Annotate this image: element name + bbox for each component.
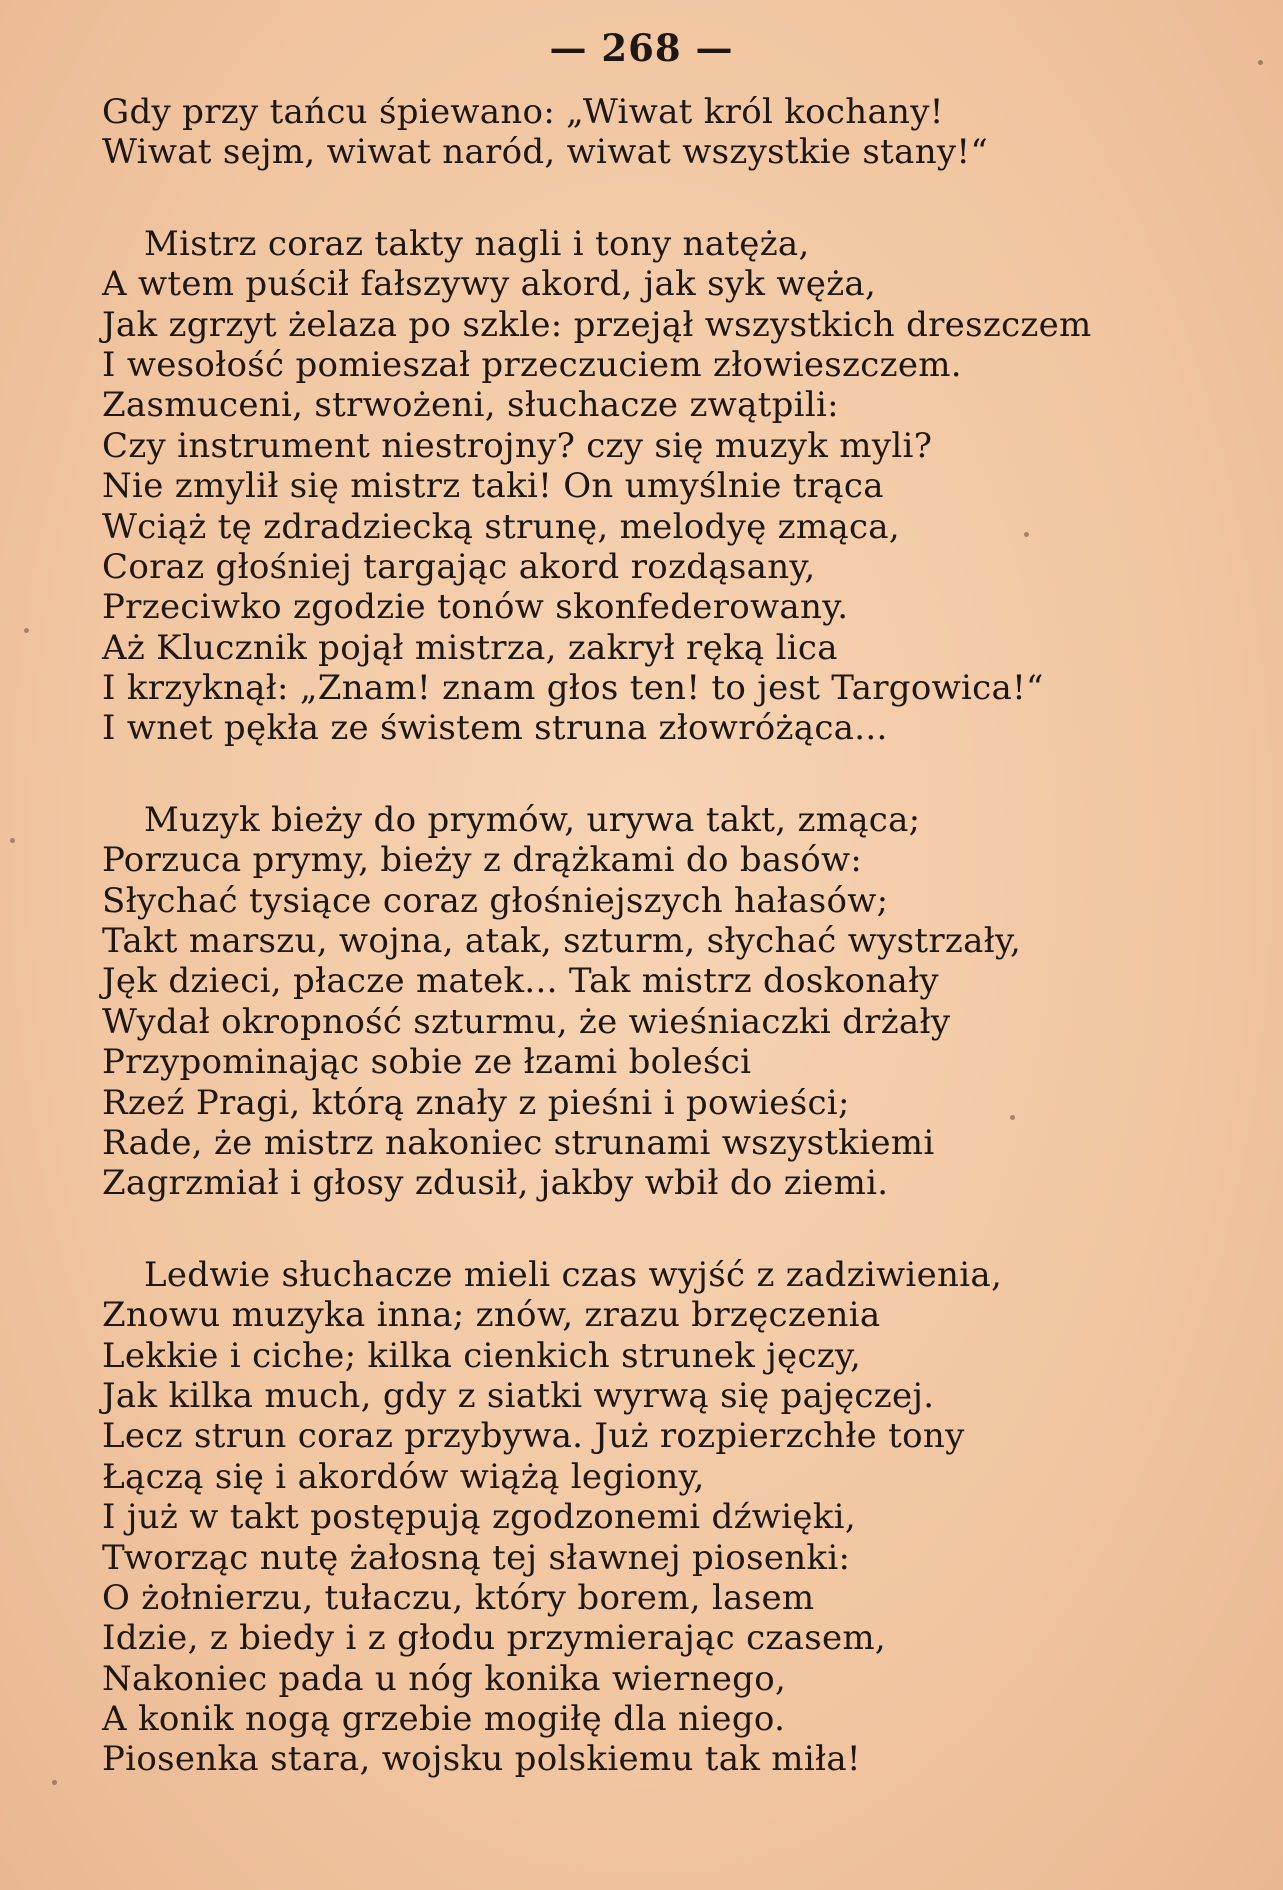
verse-line: Coraz głośniej targając akord rozdąsany, xyxy=(102,546,816,587)
stanza xyxy=(102,1255,1252,1780)
verse-line: Mistrz coraz takty nagli i tony natęża, xyxy=(144,223,810,264)
verse-line: Lekkie i ciche; kilka cienkich strunek jęczy, xyxy=(102,1335,862,1376)
verse-line: A wtem puścił fałszywy akord, jak syk węża, xyxy=(102,264,877,305)
verse-line: Znowu muzyka inna; znów, zrazu brzęczenia xyxy=(102,1295,881,1336)
paper-speck xyxy=(1258,60,1263,65)
verse-line: Nie zmylił się mistrz taki! On umyślnie trąca xyxy=(102,466,884,507)
verse-line: Jak zgrzyt żelaza po szkle: przejął wszystkich dreszczem xyxy=(102,304,1092,345)
verse-line: Piosenka stara, wojsku polskiemu tak miła! xyxy=(102,1739,861,1780)
verse-line: Słychać tysiące coraz głośniejszych hałasów; xyxy=(102,880,889,921)
verse-line: Zagrzmiał i głosy zdusił, jakby wbił do ziemi. xyxy=(102,1163,889,1204)
verse-line: I już w takt postępują zgodzonemi dźwięki, xyxy=(102,1497,856,1538)
paper-speck xyxy=(52,1780,57,1785)
verse-line: O żołnierzu, tułaczu, który borem, lasem xyxy=(102,1577,815,1618)
verse-line: Tworząc nutę żałosną tej sławnej piosenki: xyxy=(102,1537,851,1578)
verse-line: Muzyk bieży do prymów, urywa takt, zmąca; xyxy=(144,799,921,840)
verse-line: Jak kilka much, gdy z siatki wyrwą się pajęczej. xyxy=(102,1375,935,1416)
verse-line: I wnet pękła ze świstem struna złowróżąca... xyxy=(102,708,888,749)
stanza xyxy=(102,92,1252,173)
verse-line: I wesołość pomieszał przeczuciem złowieszczem. xyxy=(102,344,962,385)
verse-line: Wiwat sejm, wiwat naród, wiwat wszystkie stany!“ xyxy=(102,132,989,173)
verse-line: Wydał okropność szturmu, że wieśniaczki drżały xyxy=(102,1001,951,1042)
verse-line: Wciąż tę zdradziecką strunę, melodyę zmąca, xyxy=(102,506,900,547)
verse-line: Czy instrument niestrojny? czy się muzyk myli? xyxy=(102,425,933,466)
verse-line: Nakoniec pada u nóg konika wiernego, xyxy=(102,1658,787,1699)
verse-line: Idzie, z biedy i z głodu przymierając czasem, xyxy=(102,1618,887,1659)
paper-speck xyxy=(24,628,29,633)
poem-text xyxy=(102,92,1252,1831)
paper-speck xyxy=(10,838,15,843)
page-number: — 268 — xyxy=(549,26,734,70)
verse-line: Jęk dzieci, płacze matek... Tak mistrz doskonały xyxy=(102,961,939,1002)
verse-line: Rade, że mistrz nakoniec strunami wszystkiemi xyxy=(102,1122,935,1163)
stanza xyxy=(102,224,1252,749)
verse-line: A konik nogą grzebie mogiłę dla niego. xyxy=(102,1699,786,1740)
verse-line: Lecz strun coraz przybywa. Już rozpierzchłe tony xyxy=(102,1416,965,1457)
verse-line: Takt marszu, wojna, atak, szturm, słychać wystrzały, xyxy=(102,921,1022,962)
verse-line: Zasmuceni, strwożeni, słuchacze zwątpili: xyxy=(102,385,839,426)
verse-line: Gdy przy tańcu śpiewano: „Wiwat król kochany! xyxy=(102,92,944,132)
verse-line: Rzeź Pragi, którą znały z pieśni i powieści; xyxy=(102,1082,850,1123)
verse-line: I krzyknął: „Znam! znam głos ten! to jest Targowica!“ xyxy=(102,668,1044,709)
paper-speck xyxy=(1024,532,1029,537)
stanza xyxy=(102,800,1252,1204)
verse-line: Ledwie słuchacze mieli czas wyjść z zadziwienia, xyxy=(144,1254,1003,1295)
verse-line: Aż Klucznik pojął mistrza, zakrył ręką lica xyxy=(102,627,838,668)
verse-line: Porzuca prymy, bieży z drążkami do basów: xyxy=(102,840,863,881)
verse-line: Przypominając sobie ze łzami boleści xyxy=(102,1042,752,1083)
paper-speck xyxy=(1010,1115,1015,1120)
verse-line: Łączą się i akordów wiążą legiony, xyxy=(102,1456,705,1497)
verse-line: Przeciwko zgodzie tonów skonfederowany. xyxy=(102,587,849,628)
